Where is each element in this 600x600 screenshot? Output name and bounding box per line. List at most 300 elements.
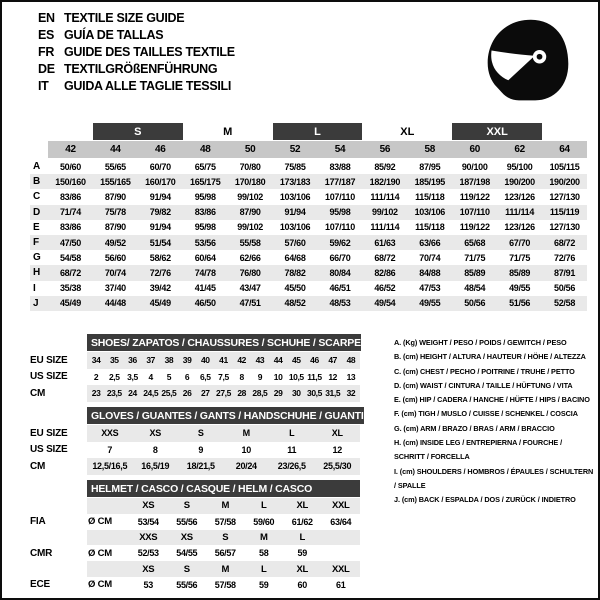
numeric-size-cell: 50	[228, 141, 273, 158]
measure-cell: 35/38	[59, 283, 81, 294]
helmet-size-cell: 58	[259, 548, 269, 559]
shoe-size-cell: 24,5	[143, 388, 159, 399]
helmet-size-label: S	[183, 563, 190, 575]
helmet-size-label: S	[222, 531, 229, 543]
gloves-eu-values	[87, 425, 360, 442]
measure-cell: 95/98	[329, 207, 351, 218]
measure-cell: 123/126	[504, 222, 535, 233]
glove-size-cell: 12,5/16,5	[92, 461, 128, 472]
shoe-size-cell: 29	[273, 388, 283, 399]
helmet-size-cell: 53	[143, 579, 153, 590]
numeric-size-cell: 46	[138, 141, 183, 158]
row-letter: A	[33, 161, 41, 173]
measure-cell: 85/89	[464, 267, 486, 278]
helmet-size-cell: 53/54	[137, 516, 159, 527]
measure-cell: 119/122	[459, 191, 490, 202]
diameter-unit: Ø CM	[88, 547, 113, 559]
measure-cell: 87/90	[104, 222, 126, 233]
shoe-size-cell: 35	[109, 355, 119, 366]
measure-cell: 72/76	[554, 252, 576, 263]
helmet-size-label: L	[260, 500, 267, 512]
measure-cell: 87/95	[419, 161, 441, 172]
lang-code: DE	[38, 61, 55, 76]
shoe-size-cell: 3,5	[127, 371, 138, 382]
measure-cell: 41/45	[194, 283, 216, 294]
helmet-size-label: XS	[180, 531, 193, 543]
measure-cell: 72/76	[149, 267, 171, 278]
glove-size-cell: XS	[149, 428, 161, 439]
measure-cell: 107/110	[459, 207, 490, 218]
cmr-values-row	[30, 545, 360, 561]
row-label-spacer	[30, 561, 87, 577]
glove-size-cell: 7	[107, 444, 113, 455]
numeric-size-cell: 42	[48, 141, 93, 158]
measure-cell: 75/85	[284, 161, 306, 172]
unit-spacer	[87, 561, 129, 577]
ece-values	[87, 577, 360, 593]
shoe-size-cell: 11,5	[307, 371, 322, 382]
title-spacer	[30, 407, 87, 424]
measure-cell: 107/110	[324, 222, 355, 233]
lang-code: EN	[38, 11, 55, 26]
measure-cell: 71/75	[464, 252, 486, 263]
measure-cell: 56/60	[104, 252, 126, 263]
measure-cell: 187/198	[459, 176, 490, 187]
measure-cell: 59/62	[329, 237, 351, 248]
measure-cell: 64/68	[284, 252, 306, 263]
numeric-size-cell: 52	[273, 141, 318, 158]
gloves-title: GLOVES / GUANTES / GANTS / HANDSCHUHE / GUANTI	[87, 407, 364, 424]
numeric-size-cell: 64	[542, 141, 587, 158]
ece-sizes-row	[30, 561, 360, 577]
lang-row-en	[38, 10, 235, 27]
helmet-size-label: S	[183, 500, 190, 512]
shoe-size-cell: 41	[219, 355, 228, 366]
shoe-size-cell: 48	[346, 355, 356, 366]
glove-size-cell: M	[242, 428, 250, 439]
row-letter: B	[33, 176, 41, 188]
helmet-size-label: XXS	[139, 531, 158, 543]
language-title-list	[38, 10, 235, 94]
helmet-size-table	[30, 480, 360, 593]
measure-cell: 53/56	[194, 237, 216, 248]
measure-cell: 51/56	[509, 298, 531, 309]
measure-cell: 105/115	[549, 161, 580, 172]
measure-cell: 182/190	[369, 176, 401, 187]
measure-cell: 99/102	[237, 222, 263, 233]
shoe-size-cell: 2	[93, 371, 99, 382]
row-letter: C	[33, 191, 41, 203]
measure-cell: 65/75	[194, 161, 216, 172]
measure-cell: 52/58	[554, 298, 576, 309]
gloves-eu-row	[30, 425, 360, 442]
measure-cell: 46/51	[329, 283, 351, 294]
helmet-size-cell: 61	[336, 579, 346, 590]
legend-item: E. (cm) HIP / CADERA / HANCHE / HÜFTE / HIPS / BACINO	[394, 395, 590, 405]
shoes-cm-values	[87, 385, 360, 402]
corner-spacer	[30, 141, 48, 158]
shoe-size-cell: 26	[182, 388, 192, 399]
measure-cell: 49/52	[104, 237, 126, 248]
shoes-eu-values	[87, 352, 360, 369]
measure-cell: 123/126	[504, 191, 535, 202]
measure-cell: 47/51	[239, 298, 261, 309]
measure-cell: 68/72	[554, 237, 576, 248]
measure-cell: 87/91	[554, 267, 576, 278]
size-group-header-row	[30, 123, 587, 140]
measure-cell: 190/200	[549, 176, 580, 187]
measure-cell: 115/119	[549, 207, 580, 218]
measure-cell: 177/187	[324, 176, 356, 187]
measure-cell: 115/118	[415, 222, 445, 233]
numeric-size-cell: 48	[183, 141, 228, 158]
measure-cell: 83/88	[329, 161, 351, 172]
measure-cell: 75/78	[104, 207, 126, 218]
gloves-cm-row	[30, 458, 360, 475]
table-row-f	[30, 235, 587, 250]
shoe-size-cell: 39	[182, 355, 192, 366]
measure-cell: 170/180	[234, 176, 266, 187]
numeric-size-cell: 44	[93, 141, 138, 158]
size-group-l: L	[273, 123, 363, 140]
page-title-de: TEXTILGRÖßENFÜHRUNG	[64, 61, 218, 76]
measure-cell: 160/170	[145, 176, 176, 187]
page-title-fr: GUIDE DES TAILLES TEXTILE	[64, 44, 235, 59]
row-letter: I	[33, 282, 36, 294]
measure-cell: 70/74	[104, 267, 126, 278]
measure-cell: 49/55	[509, 283, 531, 294]
measure-cell: 185/195	[414, 176, 445, 187]
shoe-size-cell: 23	[91, 388, 101, 399]
shoe-size-cell: 27	[200, 388, 210, 399]
measure-cell: 48/54	[464, 283, 486, 294]
table-row-j	[30, 296, 587, 311]
glove-size-cell: 10	[241, 444, 251, 455]
shoes-size-table	[30, 334, 360, 402]
measure-cell: 85/89	[509, 267, 531, 278]
measure-cell: 37/40	[104, 283, 126, 294]
shoe-size-cell: 6,5	[199, 371, 211, 382]
shoe-size-cell: 32	[346, 388, 356, 399]
shoe-size-cell: 30,5	[307, 388, 322, 399]
diameter-unit: Ø CM	[88, 516, 113, 528]
standard-label-fia: FIA	[30, 516, 46, 528]
measure-cell: 48/53	[329, 298, 351, 309]
shoe-size-cell: 31,5	[325, 388, 341, 399]
table-row-e	[30, 220, 587, 235]
measure-cell: 91/94	[149, 191, 171, 202]
table-row-b	[30, 174, 587, 189]
glove-size-cell: S	[197, 428, 204, 439]
measure-cell: 82/86	[374, 267, 396, 278]
legend-item: B. (cm) HEIGHT / ALTURA / HAUTEUR / HÖHE / ALTEZZA	[394, 352, 586, 362]
lang-row-it	[38, 77, 235, 94]
helmet-size-label: XS	[142, 500, 155, 512]
page-title-es: GUÍA DE TALLAS	[64, 28, 164, 43]
size-group-xl: XL	[400, 125, 415, 138]
title-spacer	[30, 334, 87, 351]
helmet-size-label: XXL	[331, 500, 350, 512]
measure-cell: 47/50	[59, 237, 81, 248]
measure-cell: 99/102	[237, 191, 263, 202]
shoe-size-cell: 42	[237, 355, 247, 366]
measure-cell: 68/72	[374, 252, 396, 263]
legend-item: H. (cm) INSIDE LEG / ENTREPIERNA / FOURCHE / SCHRITT / FORCELLA	[394, 438, 563, 462]
numeric-size-cell: 56	[362, 141, 407, 158]
shoe-size-cell: 9	[257, 371, 263, 382]
shoe-size-cell: 13	[346, 371, 356, 382]
row-label: CM	[30, 460, 46, 472]
measure-cell: 63/66	[419, 237, 441, 248]
measure-cell: 50/56	[464, 298, 486, 309]
helmet-size-cell: 60	[297, 579, 307, 590]
measure-cell: 44/48	[104, 298, 126, 309]
helmet-size-cell: 56/57	[214, 548, 236, 559]
row-label: US SIZE	[30, 371, 68, 383]
shoe-size-cell: 45	[291, 355, 301, 366]
legend-item: C. (cm) CHEST / PECHO / POITRINE / TRUHE / PETTO	[394, 366, 575, 376]
glove-size-cell: XXS	[101, 428, 119, 439]
diameter-unit: Ø CM	[88, 579, 113, 591]
table-row-c	[30, 189, 587, 204]
measure-cell: 48/52	[284, 298, 306, 309]
helmet-size-cell: 61/62	[291, 516, 313, 527]
glove-size-cell: 25,5/30	[323, 461, 352, 472]
helmet-size-cell: 59/60	[253, 516, 275, 527]
measure-cell: 91/94	[284, 207, 306, 218]
measure-cell: 99/102	[372, 207, 398, 218]
measure-cell: 190/200	[504, 176, 535, 187]
measure-cell: 70/80	[239, 161, 261, 172]
measure-cell: 76/80	[239, 267, 261, 278]
measure-cell: 65/68	[464, 237, 486, 248]
cmr-size-labels	[87, 530, 360, 546]
page-title-it: GUIDA ALLE TAGLIE TESSILI	[64, 78, 232, 93]
measure-cell: 55/65	[104, 161, 126, 172]
helmet-title: HELMET / CASCO / CASQUE / HELM / CASCO	[87, 480, 360, 497]
shoe-size-cell: 28,5	[252, 388, 268, 399]
shoe-size-cell: 37	[146, 355, 156, 366]
glove-size-cell: 11	[287, 444, 297, 455]
measure-cell: 66/70	[329, 252, 351, 263]
measure-cell: 103/106	[414, 207, 445, 218]
measure-cell: 78/82	[284, 267, 306, 278]
table-row-g	[30, 250, 587, 265]
measure-cell: 115/118	[415, 191, 445, 202]
measure-cell: 71/74	[59, 207, 81, 218]
table-row-a	[30, 159, 587, 174]
gloves-us-row	[30, 442, 360, 459]
measure-cell: 58/62	[149, 252, 171, 263]
measure-cell: 57/60	[284, 237, 306, 248]
measure-cell: 107/110	[324, 191, 355, 202]
measure-cell: 60/70	[149, 161, 171, 172]
measurement-legend	[394, 336, 594, 508]
measure-cell: 150/160	[55, 176, 86, 187]
lang-row-fr	[38, 44, 235, 61]
row-label-spacer	[30, 530, 87, 546]
shoe-size-cell: 6	[184, 371, 190, 382]
helmet-size-cell: 55/56	[176, 579, 198, 590]
title-spacer	[30, 480, 87, 497]
fia-values-row	[30, 514, 360, 530]
shoe-size-cell: 43	[255, 355, 265, 366]
lang-code: FR	[38, 44, 55, 59]
lang-row-de	[38, 60, 235, 77]
row-letter: E	[33, 221, 40, 233]
measure-cell: 45/49	[59, 298, 81, 309]
helmet-size-cell: 54/55	[176, 548, 198, 559]
shoe-size-cell: 10,5	[288, 371, 304, 382]
shoe-size-cell: 8	[239, 371, 244, 382]
shoe-size-cell: 34	[91, 355, 101, 366]
helmet-size-label: XL	[296, 563, 309, 575]
shoes-title-row	[30, 334, 360, 351]
measure-cell: 54/58	[59, 252, 81, 263]
measure-cell: 155/165	[100, 176, 131, 187]
numeric-size-cell: 62	[497, 141, 542, 158]
measure-cell: 70/74	[419, 252, 441, 263]
helmet-size-cell: 59	[297, 548, 307, 559]
unit-spacer	[87, 498, 129, 514]
measure-cell: 60/64	[194, 252, 216, 263]
measure-cell: 173/183	[279, 176, 311, 187]
table-row-i	[30, 281, 587, 296]
row-letter: G	[33, 252, 41, 264]
measure-cell: 74/78	[194, 267, 216, 278]
shoe-size-cell: 36	[128, 355, 137, 366]
numeric-size-cell: 60	[452, 141, 497, 158]
measure-cell: 111/114	[370, 191, 400, 202]
measure-cell: 45/50	[284, 283, 306, 294]
shoe-size-cell: 38	[164, 355, 174, 366]
gloves-size-table	[30, 407, 364, 475]
shoe-size-cell: 24	[128, 388, 137, 399]
shoe-size-cell: 27,5	[216, 388, 231, 399]
measure-cell: 67/70	[509, 237, 531, 248]
measure-cell: 84/88	[419, 267, 441, 278]
helmet-size-cell: 59	[259, 579, 269, 590]
legend-item: J. (cm) BACK / ESPALDA / DOS / ZURÜCK / INDIETRO	[394, 495, 576, 505]
table-row-d	[30, 205, 587, 220]
helmet-size-label: XXL	[331, 563, 350, 575]
measure-cell: 50/56	[554, 283, 576, 294]
helmet-size-cell: 52/53	[137, 548, 159, 559]
size-group-s: S	[93, 123, 183, 140]
ece-values-row	[30, 577, 360, 593]
measure-cell: 83/86	[194, 207, 216, 218]
standard-label-cmr: CMR	[30, 547, 53, 559]
shoe-size-cell: 10	[273, 371, 283, 382]
helmet-size-label: XS	[142, 563, 155, 575]
helmet-size-label: M	[259, 531, 268, 543]
legend-item: I. (cm) SHOULDERS / HOMBROS / ÉPAULES / SCHULTERN / SPALLE	[394, 466, 594, 490]
cmr-values	[87, 545, 360, 561]
row-letter: H	[33, 267, 41, 279]
numeric-size-cell: 58	[407, 141, 452, 158]
glove-size-cell: 16,5/19	[141, 461, 170, 472]
size-group-m: M	[223, 125, 233, 138]
shoe-size-cell: 40	[200, 355, 210, 366]
measure-cell: 83/86	[59, 191, 81, 202]
measure-cell: 50/60	[59, 161, 81, 172]
gloves-title-row	[30, 407, 364, 424]
measure-cell: 87/90	[104, 191, 126, 202]
measure-cell: 103/106	[279, 222, 311, 233]
racing-helmet-icon	[480, 14, 576, 110]
measure-cell: 55/58	[239, 237, 261, 248]
helmet-size-label: M	[221, 500, 230, 512]
measure-cell: 95/98	[194, 222, 216, 233]
measure-cell: 87/90	[239, 207, 261, 218]
helmet-size-cell: 57/58	[214, 579, 236, 590]
row-letter: D	[33, 206, 41, 218]
measure-cell: 80/84	[329, 267, 351, 278]
glove-size-cell: XL	[331, 428, 343, 439]
shoes-cm-row	[30, 385, 360, 402]
lang-row-es	[38, 27, 235, 44]
measure-cell: 39/42	[149, 283, 171, 294]
measure-cell: 83/86	[59, 222, 81, 233]
shoe-size-cell: 4	[148, 371, 153, 382]
helmet-size-cell: 57/58	[214, 516, 236, 527]
shoe-size-cell: 47	[328, 355, 338, 366]
row-label: EU SIZE	[30, 427, 68, 439]
legend-item: F. (cm) TIGH / MUSLO / CUISSE / SCHENKEL / COSCIA	[394, 409, 578, 419]
lang-code: ES	[38, 28, 55, 43]
measure-cell: 85/92	[374, 161, 396, 172]
row-letter: J	[33, 297, 39, 309]
page-title: TEXTILE SIZE GUIDE	[64, 11, 185, 26]
gloves-us-values	[87, 442, 360, 459]
shoe-size-cell: 5	[166, 371, 172, 382]
fia-size-labels	[87, 498, 360, 514]
helmet-size-label: XL	[296, 500, 309, 512]
row-label: EU SIZE	[30, 354, 68, 366]
measure-cell: 47/53	[419, 283, 441, 294]
cmr-sizes-row	[30, 530, 360, 546]
measure-cell: 103/106	[279, 191, 311, 202]
standard-label-ece: ECE	[30, 579, 50, 591]
shoe-size-cell: 7,5	[218, 371, 229, 382]
measure-cell: 127/130	[549, 191, 580, 202]
measure-cell: 49/54	[374, 298, 396, 309]
helmet-size-cell: 55/56	[176, 516, 198, 527]
shoe-size-cell: 46	[310, 355, 319, 366]
helmet-title-row	[30, 480, 360, 497]
measure-cell: 95/100	[506, 161, 533, 172]
measure-cell: 46/52	[374, 283, 396, 294]
shoes-title: SHOES/ ZAPATOS / CHAUSSURES / SCHUHE / SCARPE	[87, 334, 361, 351]
measure-cell: 51/54	[149, 237, 171, 248]
shoe-size-cell: 12	[328, 371, 338, 382]
row-letter: F	[33, 237, 40, 249]
shoe-size-cell: 30	[291, 388, 301, 399]
glove-size-cell: L	[289, 428, 295, 439]
shoes-us-row	[30, 369, 360, 386]
measure-cell: 127/130	[549, 222, 580, 233]
glove-size-cell: 12	[332, 444, 342, 455]
measure-cell: 45/49	[149, 298, 171, 309]
shoe-size-cell: 23,5	[106, 388, 122, 399]
helmet-size-cell: 63/64	[330, 516, 352, 527]
shoes-us-values	[87, 369, 360, 386]
helmet-size-label: M	[221, 563, 230, 575]
shoes-eu-row	[30, 352, 360, 369]
shoe-size-cell: 44	[273, 355, 283, 366]
measure-cell: 111/114	[505, 207, 535, 218]
lang-code: IT	[38, 78, 49, 93]
